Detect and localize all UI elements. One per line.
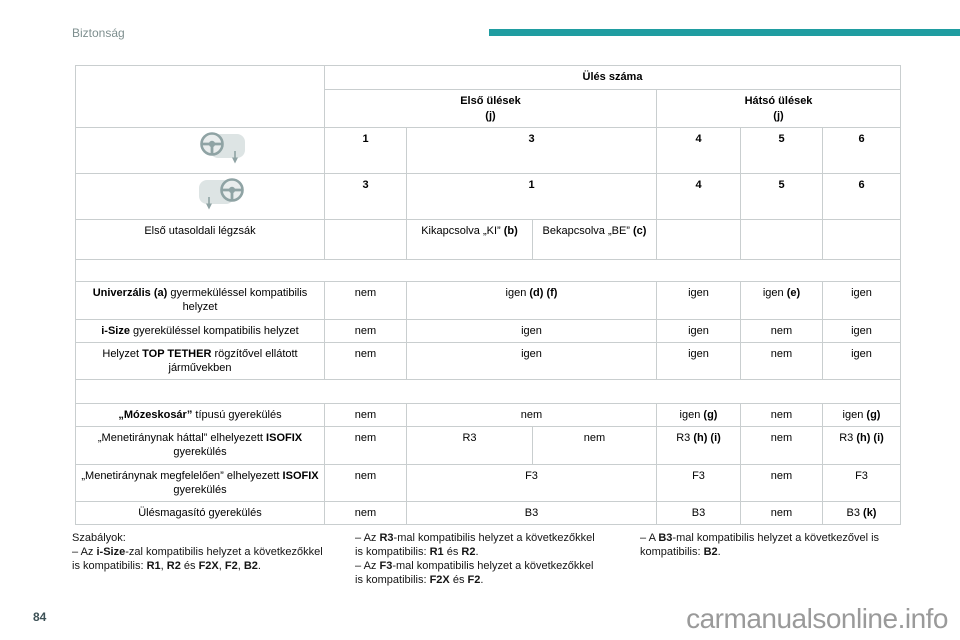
- table-row-booster: [76, 501, 901, 524]
- row-label-cell: „Menetiránynak háttal” elhelyezett ISOFIX gyerekülés: [76, 426, 325, 464]
- value-cell: igen (g): [823, 403, 901, 426]
- seat-number-cell: 5: [741, 128, 823, 174]
- front-seats-note: (j): [485, 109, 496, 122]
- table-row-forward-isofix: [76, 464, 901, 501]
- value-cell: [823, 219, 901, 259]
- seat-number-cell: 4: [657, 128, 741, 174]
- table-row-rhd: [76, 174, 901, 220]
- value-cell: [657, 219, 741, 259]
- row-label-cell: Ülésmagasító gyerekülés: [76, 501, 325, 524]
- table-row-airbag: [76, 219, 901, 259]
- footnote-column-2: [355, 531, 603, 587]
- value-cell: nem: [741, 403, 823, 426]
- rear-seats-label: Hátsó ülések: [744, 95, 813, 107]
- table-row-lhd: [76, 128, 901, 174]
- value-cell: igen: [657, 319, 741, 342]
- value-cell: igen: [823, 342, 901, 379]
- value-cell: nem: [741, 426, 823, 464]
- seat-number-cell: 1: [407, 174, 657, 220]
- value-cell: igen: [407, 319, 657, 342]
- table-row-isize: [76, 319, 901, 342]
- row-label-cell: „Mózeskosár” típusú gyerekülés: [76, 403, 325, 426]
- value-cell: igen (d) (f): [407, 281, 657, 319]
- value-cell: B3 (k): [823, 501, 901, 524]
- value-cell: nem: [325, 342, 407, 379]
- seat-number-title-cell: Ülés száma: [325, 66, 901, 90]
- table-row-rearward-isofix: [76, 426, 901, 464]
- value-cell: R3 (h) (i): [657, 426, 741, 464]
- row-label-cell: Univerzális (a) gyermeküléssel kompatibilis helyzet: [76, 281, 325, 319]
- spacer-cell: [76, 379, 901, 403]
- value-cell: F3: [823, 464, 901, 501]
- rules-title: Szabályok:: [72, 532, 126, 544]
- value-cell: igen: [407, 342, 657, 379]
- value-cell: nem: [325, 319, 407, 342]
- seat-number-cell: 5: [741, 174, 823, 220]
- rule-text: – Az R3-mal kompatibilis helyzet a következőkkel is kompatibilis: R1 és R2.: [355, 532, 595, 558]
- lhd-icon-cell: [76, 128, 325, 174]
- value-cell: igen: [823, 281, 901, 319]
- accent-bar: [489, 29, 960, 36]
- watermark: carmanualsonline.info: [686, 603, 948, 634]
- value-cell: Bekapcsolva „BE” (c): [533, 219, 657, 259]
- value-cell: nem: [325, 403, 407, 426]
- table-row-spacer: [76, 379, 901, 403]
- value-cell: R3: [407, 426, 533, 464]
- value-cell: igen: [657, 281, 741, 319]
- value-cell: nem: [407, 403, 657, 426]
- value-cell: nem: [325, 281, 407, 319]
- seat-number-cell: 6: [823, 174, 901, 220]
- value-cell: igen (e): [741, 281, 823, 319]
- table-row-spacer: [76, 259, 901, 281]
- seat-number-cell: 6: [823, 128, 901, 174]
- value-cell: B3: [657, 501, 741, 524]
- table-row-title: [76, 66, 901, 90]
- seat-compatibility-table: [75, 65, 901, 525]
- rhd-icon-cell: [76, 174, 325, 220]
- value-cell: nem: [325, 464, 407, 501]
- rule-text: – Az i-Size-zal kompatibilis helyzet a következőkkel is kompatibilis: R1, R2 és F2X, F2, B2.: [72, 546, 323, 572]
- value-cell: F3: [407, 464, 657, 501]
- rear-seats-note: (j): [773, 109, 784, 122]
- value-cell: nem: [741, 501, 823, 524]
- front-seats-header-cell: [325, 90, 657, 128]
- value-cell: B3: [407, 501, 657, 524]
- footnote-column-1: [72, 531, 328, 573]
- row-label-cell: Helyzet TOP TETHER rögzítővel ellátott járművekben: [76, 342, 325, 379]
- value-cell: igen: [657, 342, 741, 379]
- value-cell: igen (g): [657, 403, 741, 426]
- value-cell: Kikapcsolva „KI” (b): [407, 219, 533, 259]
- spacer-cell: [76, 259, 901, 281]
- value-cell: igen: [823, 319, 901, 342]
- value-cell: F3: [657, 464, 741, 501]
- rule-text: – Az F3-mal kompatibilis helyzet a következőkkel is kompatibilis: F2X és F2.: [355, 560, 594, 586]
- value-cell: nem: [533, 426, 657, 464]
- left-hand-drive-steering-icon: [197, 130, 247, 171]
- value-cell: nem: [325, 426, 407, 464]
- corner-cell: [76, 66, 325, 128]
- table-row-top-tether: [76, 342, 901, 379]
- front-seats-label: Első ülések: [460, 95, 521, 107]
- value-cell: [325, 219, 407, 259]
- value-cell: nem: [741, 464, 823, 501]
- page-number: 84: [33, 610, 47, 624]
- right-hand-drive-steering-icon: [197, 176, 247, 217]
- row-label-cell: i-Size gyereküléssel kompatibilis helyzet: [76, 319, 325, 342]
- row-label-cell: „Menetiránynak megfelelően” elhelyezett ISOFIX gyerekülés: [76, 464, 325, 501]
- seat-number-cell: 3: [325, 174, 407, 220]
- table-row-universal: [76, 281, 901, 319]
- value-cell: nem: [741, 319, 823, 342]
- seat-number-cell: 4: [657, 174, 741, 220]
- value-cell: [741, 219, 823, 259]
- seat-number-cell: 1: [325, 128, 407, 174]
- value-cell: R3 (h) (i): [823, 426, 901, 464]
- rear-seats-header-cell: [657, 90, 901, 128]
- rule-text: – A B3-mal kompatibilis helyzet a következővel is kompatibilis: B2.: [640, 532, 880, 558]
- footnote-column-3: [640, 531, 920, 559]
- value-cell: nem: [325, 501, 407, 524]
- value-cell: nem: [741, 342, 823, 379]
- section-title: Biztonság: [72, 26, 125, 40]
- table-row-carrycot: [76, 403, 901, 426]
- seat-number-cell: 3: [407, 128, 657, 174]
- row-label-cell: Első utasoldali légzsák: [76, 219, 325, 259]
